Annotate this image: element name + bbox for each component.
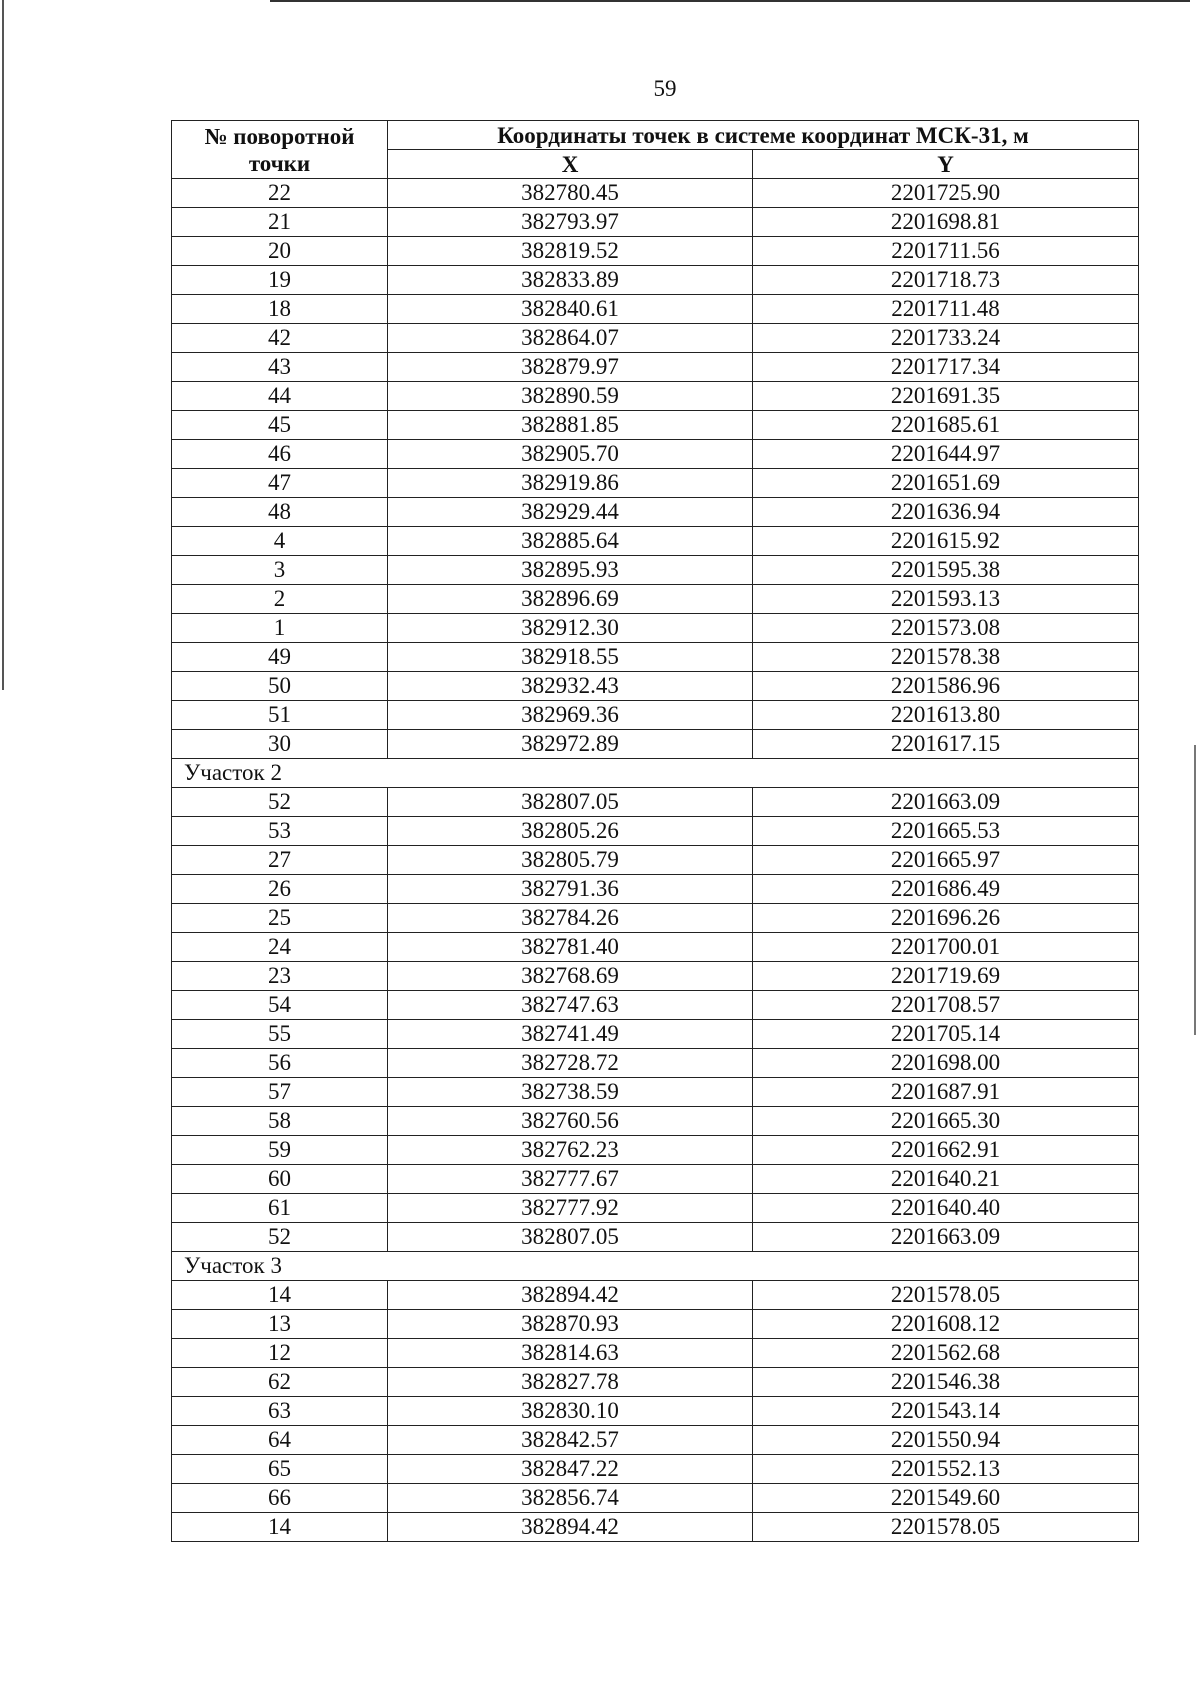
table-row [172,991,1139,1020]
table-row [172,1049,1139,1078]
y-coordinate-cell: 2201708.57 [753,991,1139,1020]
x-coordinate-cell: 382827.78 [388,1368,753,1397]
x-coordinate-cell: 382807.05 [388,788,753,817]
table-row [172,1397,1139,1426]
table-row [172,411,1139,440]
table-row [172,498,1139,527]
x-coordinate-cell: 382807.05 [388,1223,753,1252]
point-number-cell: 30 [172,730,388,759]
y-coordinate-cell: 2201698.00 [753,1049,1139,1078]
x-coordinate-cell: 382728.72 [388,1049,753,1078]
y-coordinate-cell: 2201636.94 [753,498,1139,527]
point-number-cell: 44 [172,382,388,411]
table-row [172,1310,1139,1339]
point-number-cell: 63 [172,1397,388,1426]
section-row [172,1252,1139,1281]
y-coordinate-cell: 2201665.97 [753,846,1139,875]
y-coordinate-cell: 2201573.08 [753,614,1139,643]
y-coordinate-cell: 2201662.91 [753,1136,1139,1165]
x-coordinate-cell: 382864.07 [388,324,753,353]
x-coordinate-cell: 382881.85 [388,411,753,440]
x-coordinate-cell: 382833.89 [388,266,753,295]
point-number-cell: 61 [172,1194,388,1223]
y-coordinate-cell: 2201717.34 [753,353,1139,382]
x-coordinate-cell: 382777.92 [388,1194,753,1223]
scan-edge-top [270,0,1190,2]
y-coordinate-cell: 2201640.21 [753,1165,1139,1194]
y-coordinate-cell: 2201663.09 [753,788,1139,817]
table-row [172,1281,1139,1310]
point-number-cell: 14 [172,1281,388,1310]
point-number-cell: 45 [172,411,388,440]
table-row [172,962,1139,991]
x-coordinate-cell: 382760.56 [388,1107,753,1136]
y-coordinate-cell: 2201686.49 [753,875,1139,904]
x-coordinate-cell: 382894.42 [388,1281,753,1310]
y-coordinate-cell: 2201711.48 [753,295,1139,324]
x-coordinate-cell: 382870.93 [388,1310,753,1339]
y-coordinate-cell: 2201719.69 [753,962,1139,991]
header-y: Y [753,150,1139,179]
table-row [172,1194,1139,1223]
y-coordinate-cell: 2201586.96 [753,672,1139,701]
point-number-cell: 52 [172,1223,388,1252]
point-number-cell: 25 [172,904,388,933]
table-row [172,1165,1139,1194]
point-number-cell: 52 [172,788,388,817]
x-coordinate-cell: 382842.57 [388,1426,753,1455]
point-number-cell: 55 [172,1020,388,1049]
y-coordinate-cell: 2201593.13 [753,585,1139,614]
x-coordinate-cell: 382747.63 [388,991,753,1020]
x-coordinate-cell: 382780.45 [388,179,753,208]
y-coordinate-cell: 2201685.61 [753,411,1139,440]
y-coordinate-cell: 2201640.40 [753,1194,1139,1223]
y-coordinate-cell: 2201595.38 [753,556,1139,585]
point-number-cell: 66 [172,1484,388,1513]
x-coordinate-cell: 382972.89 [388,730,753,759]
y-coordinate-cell: 2201725.90 [753,179,1139,208]
point-number-cell: 1 [172,614,388,643]
table-row [172,1484,1139,1513]
x-coordinate-cell: 382814.63 [388,1339,753,1368]
y-coordinate-cell: 2201696.26 [753,904,1139,933]
table-row [172,614,1139,643]
table-row [172,382,1139,411]
point-number-cell: 23 [172,962,388,991]
point-number-cell: 19 [172,266,388,295]
point-number-cell: 51 [172,701,388,730]
table-row [172,875,1139,904]
x-coordinate-cell: 382912.30 [388,614,753,643]
header-x: X [388,150,753,179]
x-coordinate-cell: 382819.52 [388,237,753,266]
table-row [172,1078,1139,1107]
y-coordinate-cell: 2201546.38 [753,1368,1139,1397]
table-row [172,1513,1139,1542]
point-number-cell: 26 [172,875,388,904]
x-coordinate-cell: 382840.61 [388,295,753,324]
y-coordinate-cell: 2201578.05 [753,1513,1139,1542]
y-coordinate-cell: 2201543.14 [753,1397,1139,1426]
x-coordinate-cell: 382885.64 [388,527,753,556]
table-row [172,788,1139,817]
table-row [172,585,1139,614]
table-row [172,208,1139,237]
y-coordinate-cell: 2201665.30 [753,1107,1139,1136]
y-coordinate-cell: 2201549.60 [753,1484,1139,1513]
x-coordinate-cell: 382894.42 [388,1513,753,1542]
scan-edge-right [1194,745,1196,1035]
table-row [172,527,1139,556]
point-number-cell: 12 [172,1339,388,1368]
y-coordinate-cell: 2201651.69 [753,469,1139,498]
table-row [172,1368,1139,1397]
x-coordinate-cell: 382918.55 [388,643,753,672]
y-coordinate-cell: 2201617.15 [753,730,1139,759]
x-coordinate-cell: 382793.97 [388,208,753,237]
table-row [172,846,1139,875]
table-row [172,295,1139,324]
table-row [172,1020,1139,1049]
table-body [172,179,1139,1542]
y-coordinate-cell: 2201615.92 [753,527,1139,556]
x-coordinate-cell: 382738.59 [388,1078,753,1107]
y-coordinate-cell: 2201711.56 [753,237,1139,266]
table-row [172,353,1139,382]
y-coordinate-cell: 2201578.38 [753,643,1139,672]
x-coordinate-cell: 382762.23 [388,1136,753,1165]
table-row [172,817,1139,846]
table-row [172,1107,1139,1136]
point-number-cell: 48 [172,498,388,527]
y-coordinate-cell: 2201705.14 [753,1020,1139,1049]
y-coordinate-cell: 2201608.12 [753,1310,1139,1339]
point-number-cell: 47 [172,469,388,498]
x-coordinate-cell: 382969.36 [388,701,753,730]
x-coordinate-cell: 382791.36 [388,875,753,904]
x-coordinate-cell: 382905.70 [388,440,753,469]
y-coordinate-cell: 2201691.35 [753,382,1139,411]
point-number-cell: 24 [172,933,388,962]
point-number-cell: 58 [172,1107,388,1136]
y-coordinate-cell: 2201733.24 [753,324,1139,353]
table-row [172,469,1139,498]
point-number-cell: 53 [172,817,388,846]
y-coordinate-cell: 2201663.09 [753,1223,1139,1252]
y-coordinate-cell: 2201578.05 [753,1281,1139,1310]
x-coordinate-cell: 382805.79 [388,846,753,875]
x-coordinate-cell: 382847.22 [388,1455,753,1484]
point-number-cell: 3 [172,556,388,585]
table-row [172,933,1139,962]
x-coordinate-cell: 382784.26 [388,904,753,933]
table-row [172,904,1139,933]
table-row [172,1136,1139,1165]
table-row [172,1455,1139,1484]
point-number-cell: 42 [172,324,388,353]
point-number-cell: 18 [172,295,388,324]
y-coordinate-cell: 2201718.73 [753,266,1139,295]
table-row [172,237,1139,266]
table-row [172,1223,1139,1252]
x-coordinate-cell: 382879.97 [388,353,753,382]
table-header [172,121,1139,179]
point-number-cell: 43 [172,353,388,382]
table-row [172,643,1139,672]
x-coordinate-cell: 382805.26 [388,817,753,846]
point-number-cell: 14 [172,1513,388,1542]
x-coordinate-cell: 382741.49 [388,1020,753,1049]
y-coordinate-cell: 2201613.80 [753,701,1139,730]
table-row [172,730,1139,759]
point-number-cell: 64 [172,1426,388,1455]
point-number-cell: 65 [172,1455,388,1484]
x-coordinate-cell: 382856.74 [388,1484,753,1513]
point-number-cell: 13 [172,1310,388,1339]
point-number-cell: 50 [172,672,388,701]
table-row [172,1339,1139,1368]
point-number-cell: 4 [172,527,388,556]
table-row [172,266,1139,295]
section-label: Участок 3 [172,1252,1139,1281]
point-number-cell: 21 [172,208,388,237]
header-point-number: № поворотной точки [172,121,388,179]
point-number-cell: 46 [172,440,388,469]
scan-edge-left [2,0,4,690]
y-coordinate-cell: 2201700.01 [753,933,1139,962]
point-number-cell: 59 [172,1136,388,1165]
x-coordinate-cell: 382932.43 [388,672,753,701]
section-row [172,759,1139,788]
x-coordinate-cell: 382919.86 [388,469,753,498]
y-coordinate-cell: 2201562.68 [753,1339,1139,1368]
page-number: 59 [653,76,677,101]
point-number-cell: 62 [172,1368,388,1397]
y-coordinate-cell: 2201550.94 [753,1426,1139,1455]
point-number-cell: 49 [172,643,388,672]
section-label: Участок 2 [172,759,1139,788]
x-coordinate-cell: 382896.69 [388,585,753,614]
table-row [172,672,1139,701]
y-coordinate-cell: 2201665.53 [753,817,1139,846]
coordinates-table [171,120,1139,1542]
y-coordinate-cell: 2201687.91 [753,1078,1139,1107]
x-coordinate-cell: 382768.69 [388,962,753,991]
x-coordinate-cell: 382929.44 [388,498,753,527]
point-number-cell: 22 [172,179,388,208]
table-row [172,324,1139,353]
header-coordinates: Координаты точек в системе координат МСК-31, м [388,121,1139,150]
y-coordinate-cell: 2201698.81 [753,208,1139,237]
point-number-cell: 56 [172,1049,388,1078]
x-coordinate-cell: 382895.93 [388,556,753,585]
point-number-cell: 57 [172,1078,388,1107]
table-row [172,701,1139,730]
x-coordinate-cell: 382781.40 [388,933,753,962]
table-row [172,179,1139,208]
point-number-cell: 27 [172,846,388,875]
point-number-cell: 2 [172,585,388,614]
x-coordinate-cell: 382890.59 [388,382,753,411]
table-row [172,440,1139,469]
point-number-cell: 60 [172,1165,388,1194]
x-coordinate-cell: 382777.67 [388,1165,753,1194]
x-coordinate-cell: 382830.10 [388,1397,753,1426]
table-row [172,1426,1139,1455]
y-coordinate-cell: 2201644.97 [753,440,1139,469]
point-number-cell: 20 [172,237,388,266]
table-row [172,556,1139,585]
y-coordinate-cell: 2201552.13 [753,1455,1139,1484]
point-number-cell: 54 [172,991,388,1020]
